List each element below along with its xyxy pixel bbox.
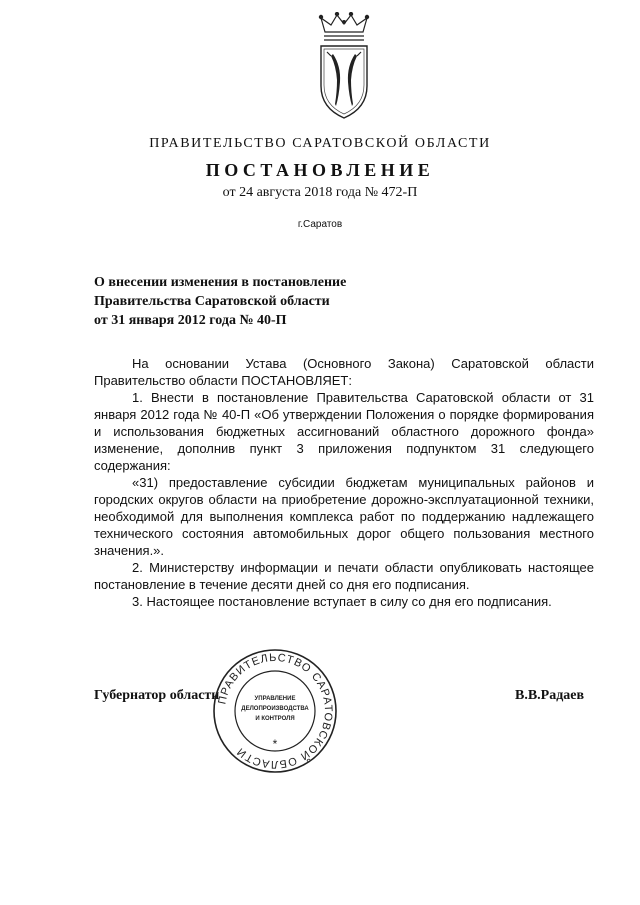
signer-name: В.В.Радаев (515, 688, 585, 703)
stamp-ring-text: ПРАВИТЕЛЬСТВО САРАТОВСКОЙ ОБЛАСТИ (216, 651, 335, 771)
body-paragraph: «31) предоставление субсидии бюджетам муниципальных районов и городских округов области на приобретение дорожно-эксплуатационной техники, необходимой для выполнения комплекса работ по поддержанию надлежащего технического состояния автомобильных дорог общего пользования местного значения.». (94, 475, 594, 558)
body-paragraph: На основании Устава (Основного Закона) Саратовской области Правительство области ПОСТАНОВЛЯЕТ: (94, 356, 594, 388)
subject-line: от 31 января 2012 года № 40-П (94, 313, 287, 328)
document-type-title: ПОСТАНОВЛЕНИЕ (205, 160, 435, 180)
stamp-line: И КОНТРОЛЯ (255, 716, 295, 722)
document-body (94, 355, 594, 610)
subject-line: О внесении изменения в постановление (94, 275, 347, 290)
body-paragraph: 2. Министерству информации и печати области опубликовать настоящее постановление в течение десяти дней со дня его подписания. (94, 560, 594, 592)
government-name: ПРАВИТЕЛЬСТВО САРАТОВСКОЙ ОБЛАСТИ (149, 136, 491, 151)
official-stamp (212, 648, 338, 774)
stamp-line: ДЕЛОПРОИЗВОДСТВА (241, 706, 309, 712)
document-date-number: от 24 августа 2018 года № 472-П (222, 185, 418, 200)
body-paragraph: 1. Внести в постановление Правительства Саратовской области от 31 января 2012 года № 40-П «Об утверждении Положения о порядке формирования и использования бюджетных ассигнований областного дорожного фонда» изменение, дополнив пункт 3 приложения подпунктом 31 следующего содержания: (94, 390, 594, 473)
document-subject (94, 273, 454, 330)
city-label: г.Саратов (297, 219, 343, 230)
stamp-star-mark: * (272, 737, 278, 751)
subject-line: Правительства Саратовской области (94, 294, 330, 309)
body-paragraph: 3. Настоящее постановление вступает в силу со дня его подписания. (132, 594, 552, 609)
signer-title: Губернатор области (94, 688, 220, 703)
stamp-line: УПРАВЛЕНИЕ (254, 696, 296, 702)
saratov-coat-of-arms-icon (311, 12, 377, 120)
